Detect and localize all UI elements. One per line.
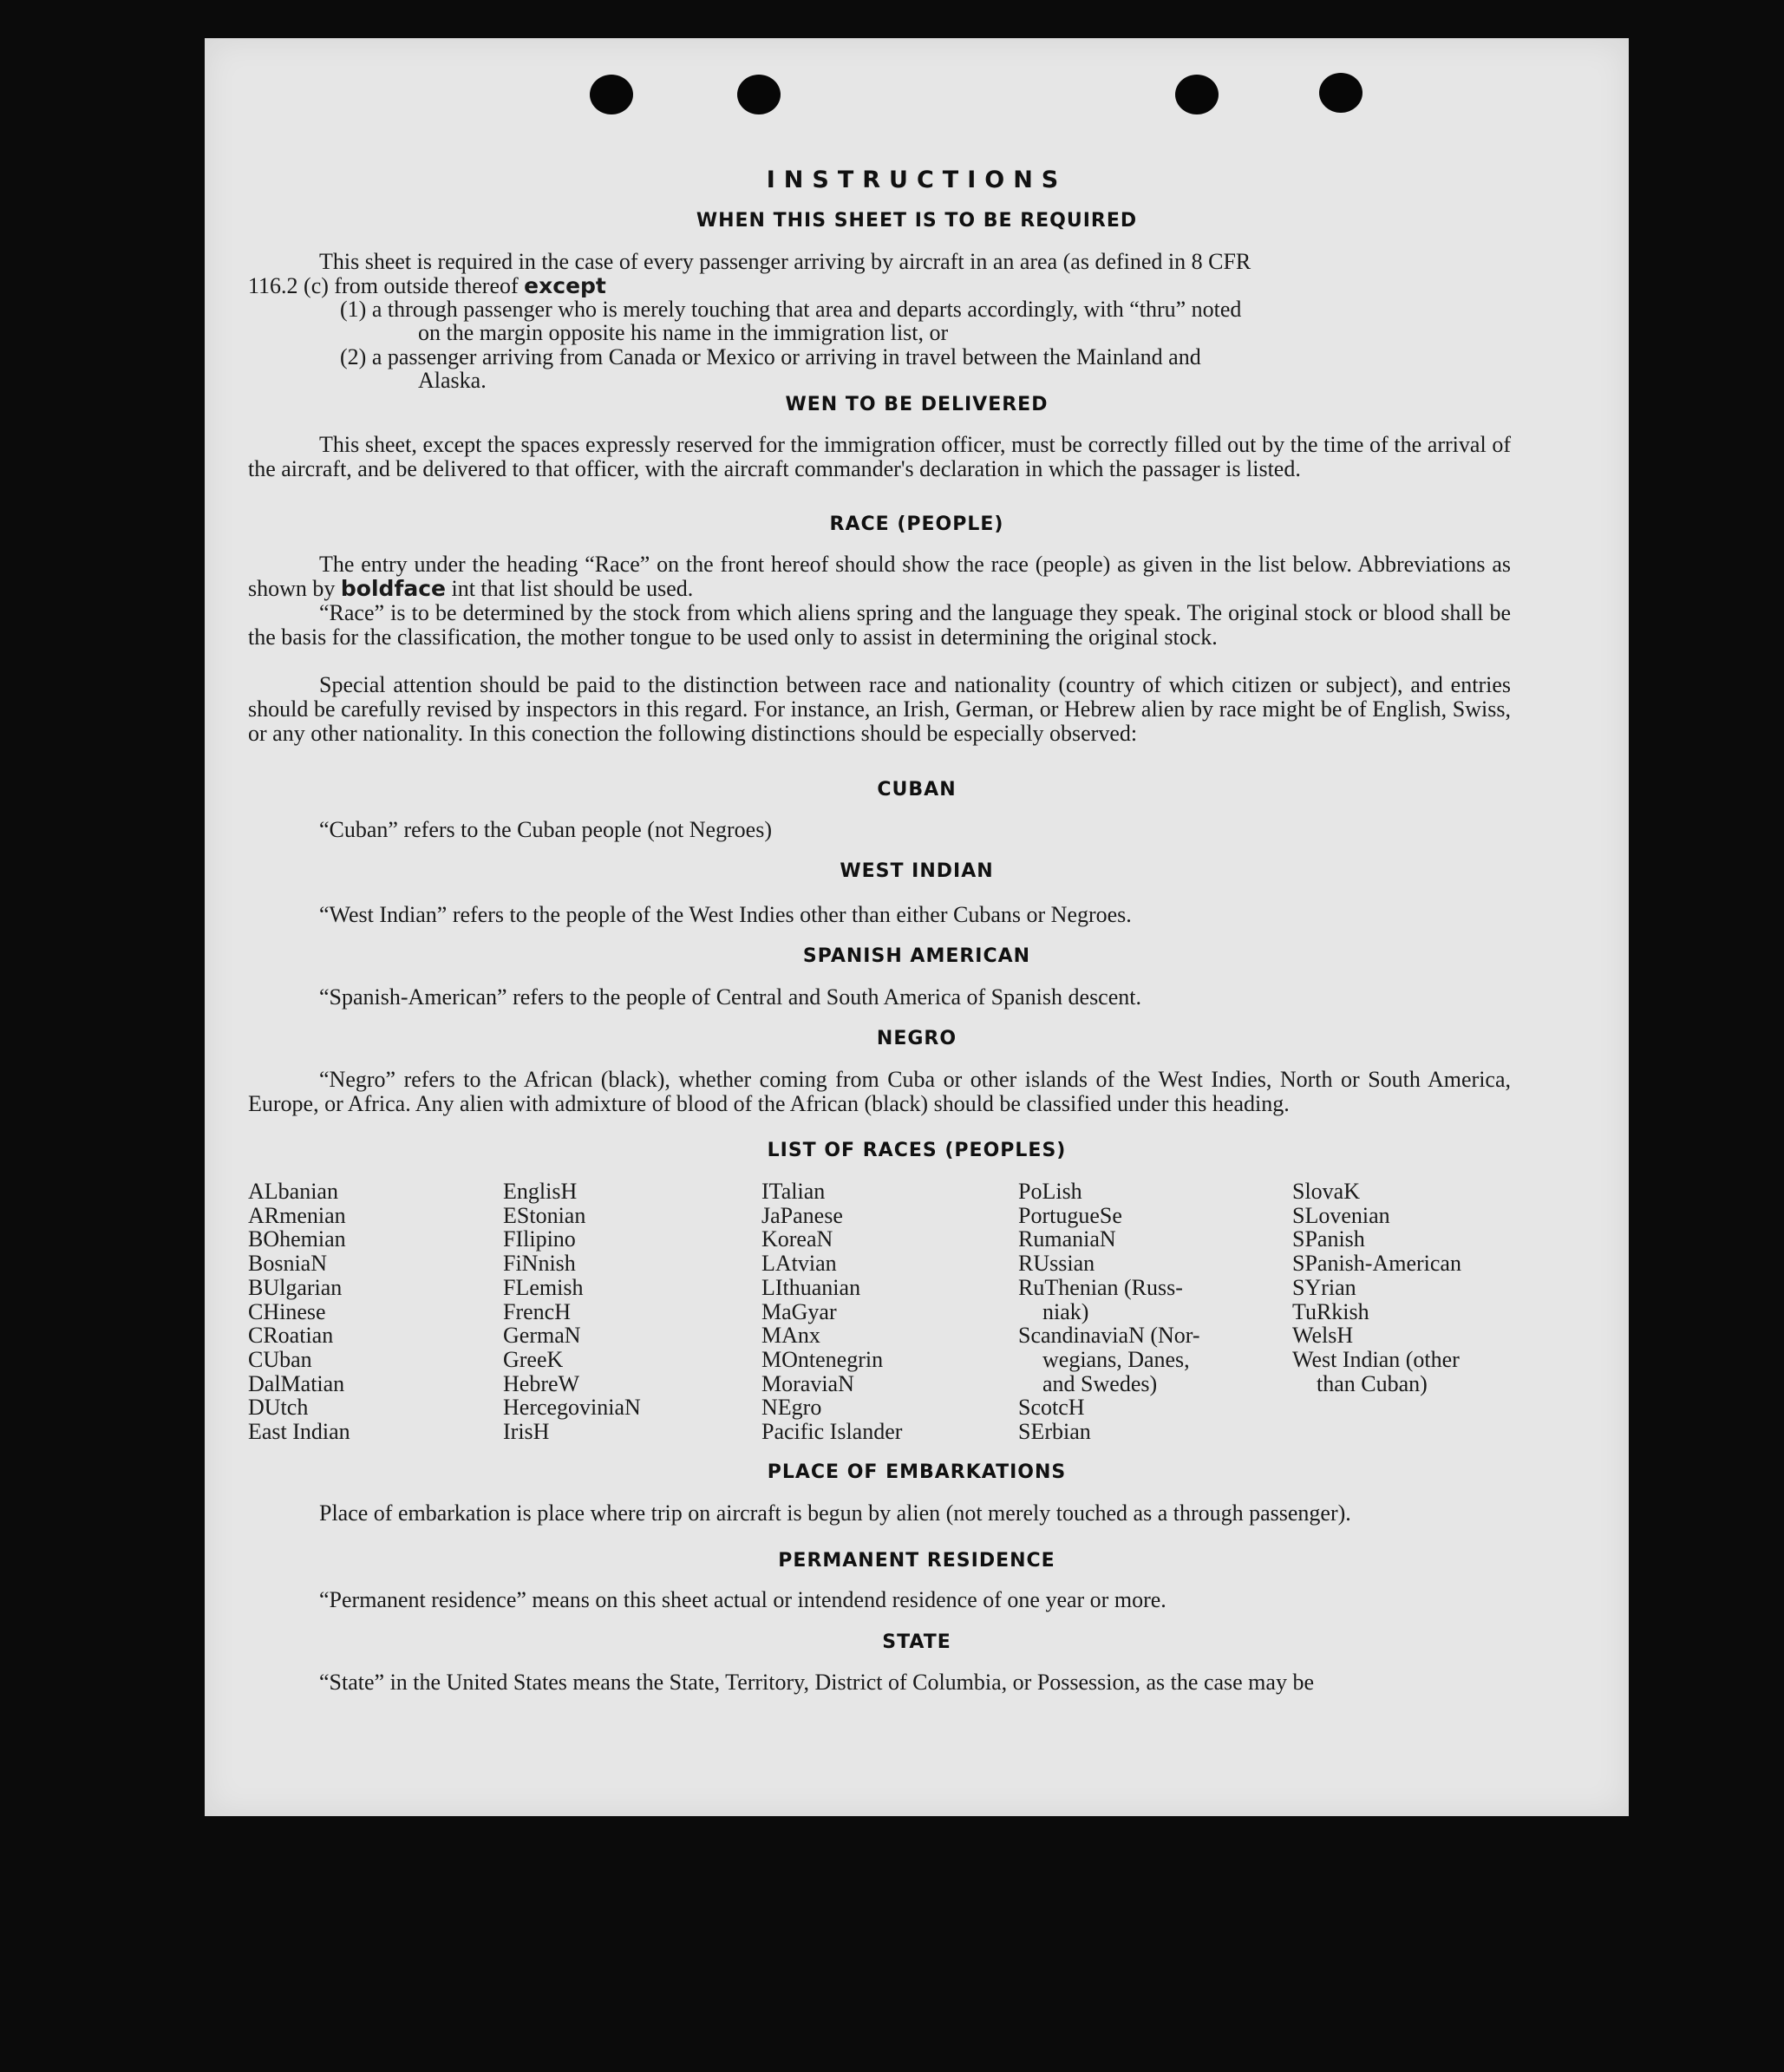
race-item: TuRkish — [1292, 1298, 1369, 1324]
race-item: ScotcH — [1018, 1395, 1085, 1421]
page-title: INSTRUCTIONS — [766, 167, 1068, 193]
section-heading-race: RACE (PEOPLE) — [829, 513, 1004, 535]
races-column-5 — [1292, 1180, 1461, 1395]
punch-hole — [1319, 73, 1363, 113]
race-item: NEgro — [761, 1395, 822, 1421]
race-item: PoLish — [1018, 1179, 1082, 1204]
race-item: BosniaN — [248, 1251, 327, 1277]
race-item: ARmenian — [248, 1202, 346, 1228]
required-item-2a: (2) a passenger arriving from Canada or Mexico or arriving in travel between the Mainland and — [340, 344, 1201, 369]
race-item: FrencH — [503, 1298, 571, 1324]
race-item: East Indian — [248, 1419, 350, 1445]
race-item: West Indian (other — [1292, 1346, 1460, 1372]
race-item: DalMatian — [248, 1370, 345, 1396]
race-paragraph-3: Special attention should be paid to the distinction between race and nationality (country of which citizen or subject), and entries should be carefully revised by inspectors in this regard. For instance, an Irish, German, or Hebrew alien by race might be of English, Swiss, or any other nationality. In this conection the following distinctions should be especially observed: — [248, 672, 1511, 746]
race-item: FLemish — [503, 1274, 584, 1300]
section-heading-cuban: CUBAN — [877, 779, 957, 801]
race-item: and Swedes) — [1042, 1370, 1158, 1396]
race-item: SPanish — [1292, 1226, 1365, 1252]
race-paragraph-1: The entry under the heading “Race” on the front hereof should show the race (people) as given in the list below. Abbreviations as shown by boldface int that list should be used. — [248, 552, 1511, 601]
races-column-2 — [503, 1180, 641, 1444]
race-item: SLovenian — [1292, 1202, 1390, 1228]
race-item: MoraviaN — [761, 1370, 854, 1396]
race-item: Pacific Islander — [761, 1419, 903, 1445]
races-column-4 — [1018, 1180, 1200, 1444]
race-item: RUssian — [1018, 1251, 1095, 1277]
race-item: FIlipino — [503, 1226, 576, 1252]
section-heading-spanish-american: SPANISH AMERICAN — [802, 945, 1031, 967]
section-heading-negro: NEGRO — [876, 1028, 957, 1049]
except-bold: except — [524, 273, 606, 298]
races-column-3 — [761, 1180, 902, 1444]
punch-hole — [1175, 75, 1219, 114]
section-heading-embarkation: PLACE OF EMBARKATIONS — [767, 1461, 1067, 1483]
race-item: CUban — [248, 1346, 312, 1372]
west-indian-text: “West Indian” refers to the people of the West Indies other than either Cubans or Negroes. — [319, 902, 1132, 927]
race-item: LIthuanian — [761, 1274, 861, 1300]
race-item: GermaN — [503, 1323, 581, 1349]
race-item: SPanish-American — [1292, 1251, 1461, 1277]
race-item: FiNnish — [503, 1251, 576, 1277]
race-item: EnglisH — [503, 1179, 578, 1204]
race-item: HebreW — [503, 1370, 580, 1396]
required-line-1: This sheet is required in the case of every passenger arriving by aircraft in an area (as defined in 8 CFR — [319, 249, 1251, 274]
race-item: DUtch — [248, 1395, 309, 1421]
race-item: niak) — [1042, 1298, 1089, 1324]
race-item: RuThenian (Russ- — [1018, 1274, 1183, 1300]
race-item: ScandinaviaN (Nor- — [1018, 1323, 1200, 1349]
race-item: CRoatian — [248, 1323, 334, 1349]
race-item: KoreaN — [761, 1226, 833, 1252]
punch-hole — [590, 75, 633, 114]
delivered-paragraph: This sheet, except the spaces expressly reserved for the immigration officer, must be correctly filled out by the time of the arrival of the aircraft, and be delivered to that officer, with the aircraft commander's declaration in which the passager is listed. — [248, 432, 1511, 481]
cuban-text: “Cuban” refers to the Cuban people (not Negroes) — [319, 817, 772, 842]
race-paragraph-2: “Race” is to be determined by the stock from which aliens spring and the language they speak. The original stock or blood shall be the basis for the classification, the mother tongue to be used only to assist in determining the original stock. — [248, 600, 1511, 650]
race-item: HercegoviniaN — [503, 1395, 641, 1421]
section-heading-required: WHEN THIS SHEET IS TO BE REQUIRED — [696, 210, 1138, 232]
required-item-1b: on the margin opposite his name in the immigration list, or — [418, 320, 949, 345]
race-item: MOntenegrin — [761, 1346, 884, 1372]
race-item: PortugueSe — [1018, 1202, 1122, 1228]
residence-text: “Permanent residence” means on this sheet actual or intendend residence of one year or more. — [319, 1587, 1166, 1612]
race-item: JaPanese — [761, 1202, 843, 1228]
race-item: ALbanian — [248, 1179, 338, 1204]
spanish-american-text: “Spanish-American” refers to the people of Central and South America of Spanish descent. — [319, 984, 1141, 1010]
punch-hole — [737, 75, 781, 114]
race-item: RumaniaN — [1018, 1226, 1116, 1252]
race-item: SErbian — [1018, 1419, 1091, 1445]
race-item: ITalian — [761, 1179, 826, 1204]
race-item: BUlgarian — [248, 1274, 343, 1300]
race-item: WelsH — [1292, 1323, 1354, 1349]
instruction-sheet — [205, 38, 1629, 1816]
race-item: GreeK — [503, 1346, 564, 1372]
race-item: SYrian — [1292, 1274, 1356, 1300]
race-item: LAtvian — [761, 1251, 837, 1277]
race-item: CHinese — [248, 1298, 326, 1324]
section-heading-residence: PERMANENT RESIDENCE — [778, 1550, 1055, 1572]
race-item: BOhemian — [248, 1226, 346, 1252]
required-line-2: 116.2 (c) from outside thereof except — [248, 273, 606, 298]
race-item: wegians, Danes, — [1042, 1346, 1190, 1372]
required-item-2b: Alaska. — [418, 368, 487, 393]
race-item: MAnx — [761, 1323, 820, 1349]
race-item: than Cuban) — [1317, 1370, 1428, 1396]
negro-paragraph: “Negro” refers to the African (black), whether coming from Cuba or other islands of the West Indies, North or South America, Europe, or Africa. Any alien with admixture of blood of the African (black) should be classified under this heading. — [248, 1067, 1511, 1116]
race-item: EStonian — [503, 1202, 586, 1228]
race-item: SlovaK — [1292, 1179, 1360, 1204]
state-paragraph: “State” in the United States means the State, Territory, District of Columbia, or Possession, as the case may be — [319, 1670, 1314, 1695]
section-heading-delivered: WEN TO BE DELIVERED — [785, 394, 1049, 415]
required-item-1a: (1) a through passenger who is merely touching that area and departs accordingly, with “thru” noted — [340, 297, 1242, 322]
section-heading-state: STATE — [882, 1631, 951, 1653]
embarkation-paragraph: Place of embarkation is place where trip on aircraft is begun by alien (not merely touched as a through passenger). — [319, 1500, 1351, 1526]
race-item: MaGyar — [761, 1298, 837, 1324]
section-heading-west-indian: WEST INDIAN — [840, 860, 994, 882]
race-item: IrisH — [503, 1419, 550, 1445]
section-heading-list: LIST OF RACES (PEOPLES) — [767, 1140, 1067, 1161]
races-column-1 — [248, 1180, 350, 1444]
